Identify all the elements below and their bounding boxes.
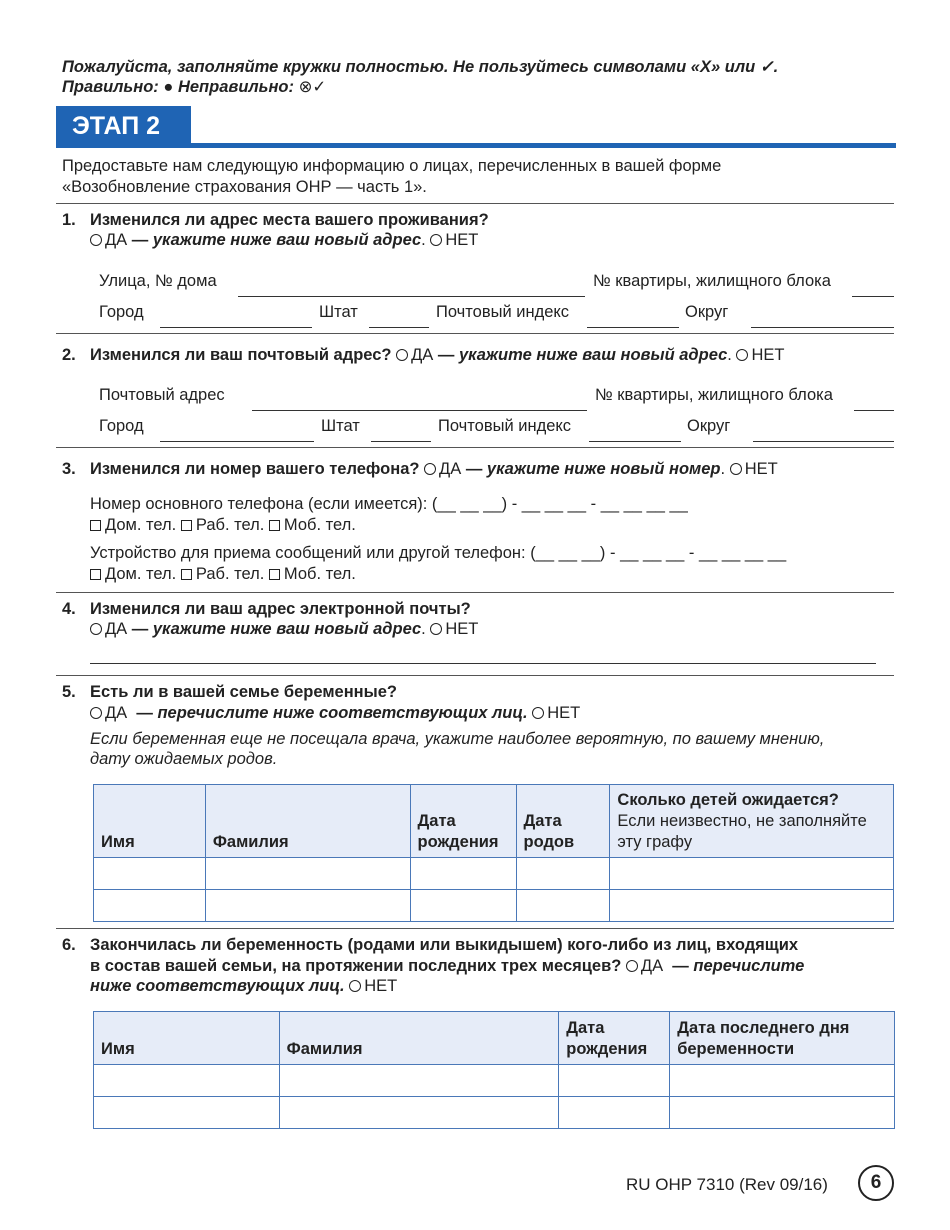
incorrect-marks-icon: ⊗✓ — [298, 78, 327, 96]
q6-dash: — — [672, 957, 689, 975]
q5-number: 5. — [62, 683, 76, 701]
stage-title: ЭТАП 2 — [72, 112, 161, 140]
q3-question: Изменился ли номер вашего телефона? — [90, 460, 420, 478]
q2-mailing-field[interactable] — [252, 410, 587, 411]
q3-message-mobile-checkbox[interactable] — [269, 569, 280, 580]
q1-county-field[interactable] — [751, 327, 894, 328]
q2-zip-label: Почтовый индекс — [438, 417, 572, 435]
q5-table — [93, 784, 894, 922]
table-cell[interactable] — [205, 890, 410, 922]
q2-yes-radio[interactable] — [396, 349, 408, 361]
q2-county-field[interactable] — [753, 441, 894, 442]
q2-city-label: Город — [99, 417, 144, 435]
q1-apt-field[interactable] — [852, 296, 894, 297]
q5-no-label: НЕТ — [547, 704, 581, 722]
q3-yes-radio[interactable] — [424, 463, 436, 475]
q2-period: . — [727, 346, 732, 364]
q6-col-end-line1: Дата последнего дня — [677, 1019, 850, 1037]
q1-state-field[interactable] — [369, 327, 429, 328]
table-row — [94, 890, 894, 922]
q6-question-line-1: Закончилась ли беременность (родами или выкидышем) кого-либо из лиц, входящих — [90, 936, 799, 954]
q1-street-label: Улица, № дома — [99, 272, 217, 290]
q3-number: 3. — [62, 460, 76, 478]
table-cell[interactable] — [559, 1097, 670, 1129]
q1-state-label: Штат — [319, 303, 358, 321]
q6-yes-note-a: перечислите — [693, 957, 805, 975]
q6-col-end — [670, 1012, 895, 1065]
q3-no-label: НЕТ — [744, 460, 778, 478]
page-number-badge — [858, 1165, 894, 1201]
q4-no-radio[interactable] — [430, 623, 442, 635]
q5-yes-radio[interactable] — [90, 707, 102, 719]
q2-dash: — — [437, 346, 455, 364]
q6-yes-radio[interactable] — [626, 960, 638, 972]
table-cell[interactable] — [205, 858, 410, 890]
q4-yes-note: укажите ниже ваш новый адрес — [152, 620, 422, 638]
q5-yes-note: перечислите ниже соответствующих лиц. — [157, 704, 528, 722]
q3-primary-home-checkbox[interactable] — [90, 520, 101, 531]
q3-message-work-checkbox[interactable] — [181, 569, 192, 580]
table-row — [94, 858, 894, 890]
form-id: RU OHP 7310 (Rev 09/16) — [626, 1175, 828, 1194]
q2-question-row — [90, 346, 784, 365]
q5-yes-label: ДА — [105, 704, 128, 722]
q6-col-first: Имя — [94, 1012, 280, 1065]
q4-dash: — — [131, 620, 149, 638]
q1-number: 1. — [62, 211, 76, 229]
q5-col-dob-line1: Дата — [417, 812, 456, 830]
q6-yes-label: ДА — [640, 957, 664, 975]
home-phone-label: Дом. тел. — [105, 516, 177, 534]
q1-county-label: Округ — [685, 303, 729, 321]
q5-col-count-sub1: Если неизвестно, не заполняйте — [617, 812, 867, 830]
table-cell[interactable] — [279, 1065, 559, 1097]
divider — [56, 203, 894, 204]
q5-question: Есть ли в вашей семье беременные? — [90, 683, 397, 701]
table-cell[interactable] — [670, 1097, 895, 1129]
correct-label: Правильно: — [62, 78, 159, 96]
table-cell[interactable] — [610, 890, 894, 922]
q6-yes-note-b: ниже соответствующих лиц. — [90, 977, 345, 995]
q3-primary-type-row — [90, 516, 356, 535]
q1-question: Изменился ли адрес места вашего проживания? — [90, 211, 489, 229]
q5-dash: — — [136, 704, 153, 722]
instructions-line: Пожалуйста, заполняйте кружки полностью. Не пользуйтесь символами «X» или ✓. — [62, 58, 779, 76]
q2-zip-field[interactable] — [589, 441, 681, 442]
q6-col-dob-line2: рождения — [566, 1040, 648, 1058]
q1-no-label: НЕТ — [445, 231, 479, 249]
q4-yes-radio[interactable] — [90, 623, 102, 635]
mobile-phone-label: Моб. тел. — [283, 565, 356, 583]
q4-options — [90, 620, 478, 639]
q2-apt-field[interactable] — [854, 410, 894, 411]
intro-line-2: «Возобновление страхования ОНР — часть 1». — [62, 178, 427, 196]
table-row — [94, 1065, 895, 1097]
q1-street-field[interactable] — [238, 296, 585, 297]
q1-zip-field[interactable] — [587, 327, 679, 328]
q5-col-count — [610, 785, 894, 858]
q6-table — [93, 1011, 895, 1129]
table-cell[interactable] — [610, 858, 894, 890]
q6-no-radio[interactable] — [349, 980, 361, 992]
q2-no-label: НЕТ — [751, 346, 785, 364]
q3-primary-mobile-checkbox[interactable] — [269, 520, 280, 531]
incorrect-label: Неправильно: — [177, 78, 295, 96]
divider — [56, 333, 894, 334]
q1-apt-label: № квартиры, жилищного блока — [593, 272, 831, 290]
q3-dash: — — [465, 460, 483, 478]
q1-city-label: Город — [99, 303, 144, 321]
q5-col-first: Имя — [94, 785, 206, 858]
q3-message-type-row — [90, 565, 356, 584]
work-phone-label: Раб. тел. — [195, 565, 265, 583]
filled-circle-icon: ● — [163, 78, 174, 96]
q5-note-line-2: дату ожидаемых родов. — [90, 750, 278, 768]
q5-col-due — [516, 785, 610, 858]
q4-question: Изменился ли ваш адрес электронной почты? — [90, 600, 471, 618]
q4-email-field[interactable] — [90, 663, 876, 664]
work-phone-label: Раб. тел. — [195, 516, 265, 534]
q2-state-field[interactable] — [371, 441, 431, 442]
q2-city-field[interactable] — [160, 441, 314, 442]
mobile-phone-label: Моб. тел. — [283, 516, 356, 534]
q1-yes-label: ДА — [105, 231, 128, 249]
q1-yes-note: укажите ниже ваш новый адрес — [152, 231, 422, 249]
table-cell[interactable] — [279, 1097, 559, 1129]
q2-county-label: Округ — [687, 417, 731, 435]
q5-note-line-1: Если беременная еще не посещала врача, укажите наиболее вероятную, по вашему мнению, — [90, 730, 825, 748]
divider — [56, 675, 894, 676]
home-phone-label: Дом. тел. — [105, 565, 177, 583]
q6-col-last: Фамилия — [279, 1012, 559, 1065]
q6-col-dob-line1: Дата — [566, 1019, 605, 1037]
q5-col-count-title: Сколько детей ожидается? — [617, 791, 839, 809]
q6-no-label: НЕТ — [364, 977, 398, 995]
divider — [56, 447, 894, 448]
stage-header — [56, 106, 191, 148]
table-cell[interactable] — [516, 890, 610, 922]
q3-period: . — [720, 460, 726, 478]
q1-no-radio[interactable] — [430, 234, 442, 246]
q4-no-label: НЕТ — [445, 620, 479, 638]
q6-col-end-line2: беременности — [677, 1040, 795, 1058]
q1-zip-label: Почтовый индекс — [436, 303, 570, 321]
q2-question: Изменился ли ваш почтовый адрес? — [90, 346, 392, 364]
q4-yes-label: ДА — [105, 620, 128, 638]
divider — [56, 592, 894, 593]
q6-number: 6. — [62, 936, 76, 954]
q3-question-row — [90, 460, 778, 479]
q2-apt-label: № квартиры, жилищного блока — [595, 386, 833, 404]
table-cell[interactable] — [410, 858, 516, 890]
table-cell[interactable] — [670, 1065, 895, 1097]
q5-col-count-sub2: эту графу — [617, 833, 693, 851]
q2-state-label: Штат — [321, 417, 360, 435]
q3-no-radio[interactable] — [730, 463, 742, 475]
q1-options — [90, 231, 478, 250]
q5-options — [90, 704, 580, 723]
q5-col-last: Фамилия — [205, 785, 410, 858]
intro-line-1: Предоставьте нам следующую информацию о лицах, перечисленных в вашей форме — [62, 157, 722, 175]
q5-no-radio[interactable] — [532, 707, 544, 719]
q6-question-row-2 — [90, 957, 804, 976]
q6-col-dob — [559, 1012, 670, 1065]
q1-period: . — [421, 231, 426, 249]
table-cell[interactable] — [94, 1065, 280, 1097]
q3-message-home-checkbox[interactable] — [90, 569, 101, 580]
stage-rule — [56, 143, 896, 148]
q2-no-radio[interactable] — [736, 349, 748, 361]
table-cell[interactable] — [94, 858, 206, 890]
page-number: 6 — [870, 1172, 882, 1193]
q2-yes-note: укажите ниже ваш новый адрес — [458, 346, 728, 364]
table-cell[interactable] — [559, 1065, 670, 1097]
q3-primary-phone[interactable]: Номер основного телефона (если имеется): (__ __ __) - __ __ __ - __ __ __ __ — [90, 495, 688, 513]
table-row — [94, 1097, 895, 1129]
q5-col-dob-line2: рождения — [417, 833, 499, 851]
q5-col-due-line2: родов — [523, 833, 575, 851]
q3-yes-note: укажите ниже новый номер — [486, 460, 721, 478]
q2-yes-label: ДА — [411, 346, 434, 364]
q4-number: 4. — [62, 600, 76, 618]
q2-number: 2. — [62, 346, 76, 364]
divider — [56, 928, 894, 929]
q6-question-line-2: в состав вашей семьи, на протяжении последних трех месяцев? — [90, 957, 622, 975]
q1-dash: — — [131, 231, 149, 249]
q4-period: . — [421, 620, 426, 638]
q1-city-field[interactable] — [160, 327, 312, 328]
q2-mailing-label: Почтовый адрес — [99, 386, 225, 404]
q5-col-dob — [410, 785, 516, 858]
table-cell[interactable] — [516, 858, 610, 890]
table-cell[interactable] — [94, 890, 206, 922]
table-cell[interactable] — [94, 1097, 280, 1129]
q3-message-phone[interactable]: Устройство для приема сообщений или другой телефон: (__ __ __) - __ __ __ - __ __ __ __ — [90, 544, 787, 562]
table-cell[interactable] — [410, 890, 516, 922]
instructions-examples — [62, 77, 326, 97]
q5-col-due-line1: Дата — [523, 812, 562, 830]
q3-yes-label: ДА — [439, 460, 462, 478]
q1-yes-radio[interactable] — [90, 234, 102, 246]
q3-primary-work-checkbox[interactable] — [181, 520, 192, 531]
q6-question-row-3 — [90, 977, 397, 996]
